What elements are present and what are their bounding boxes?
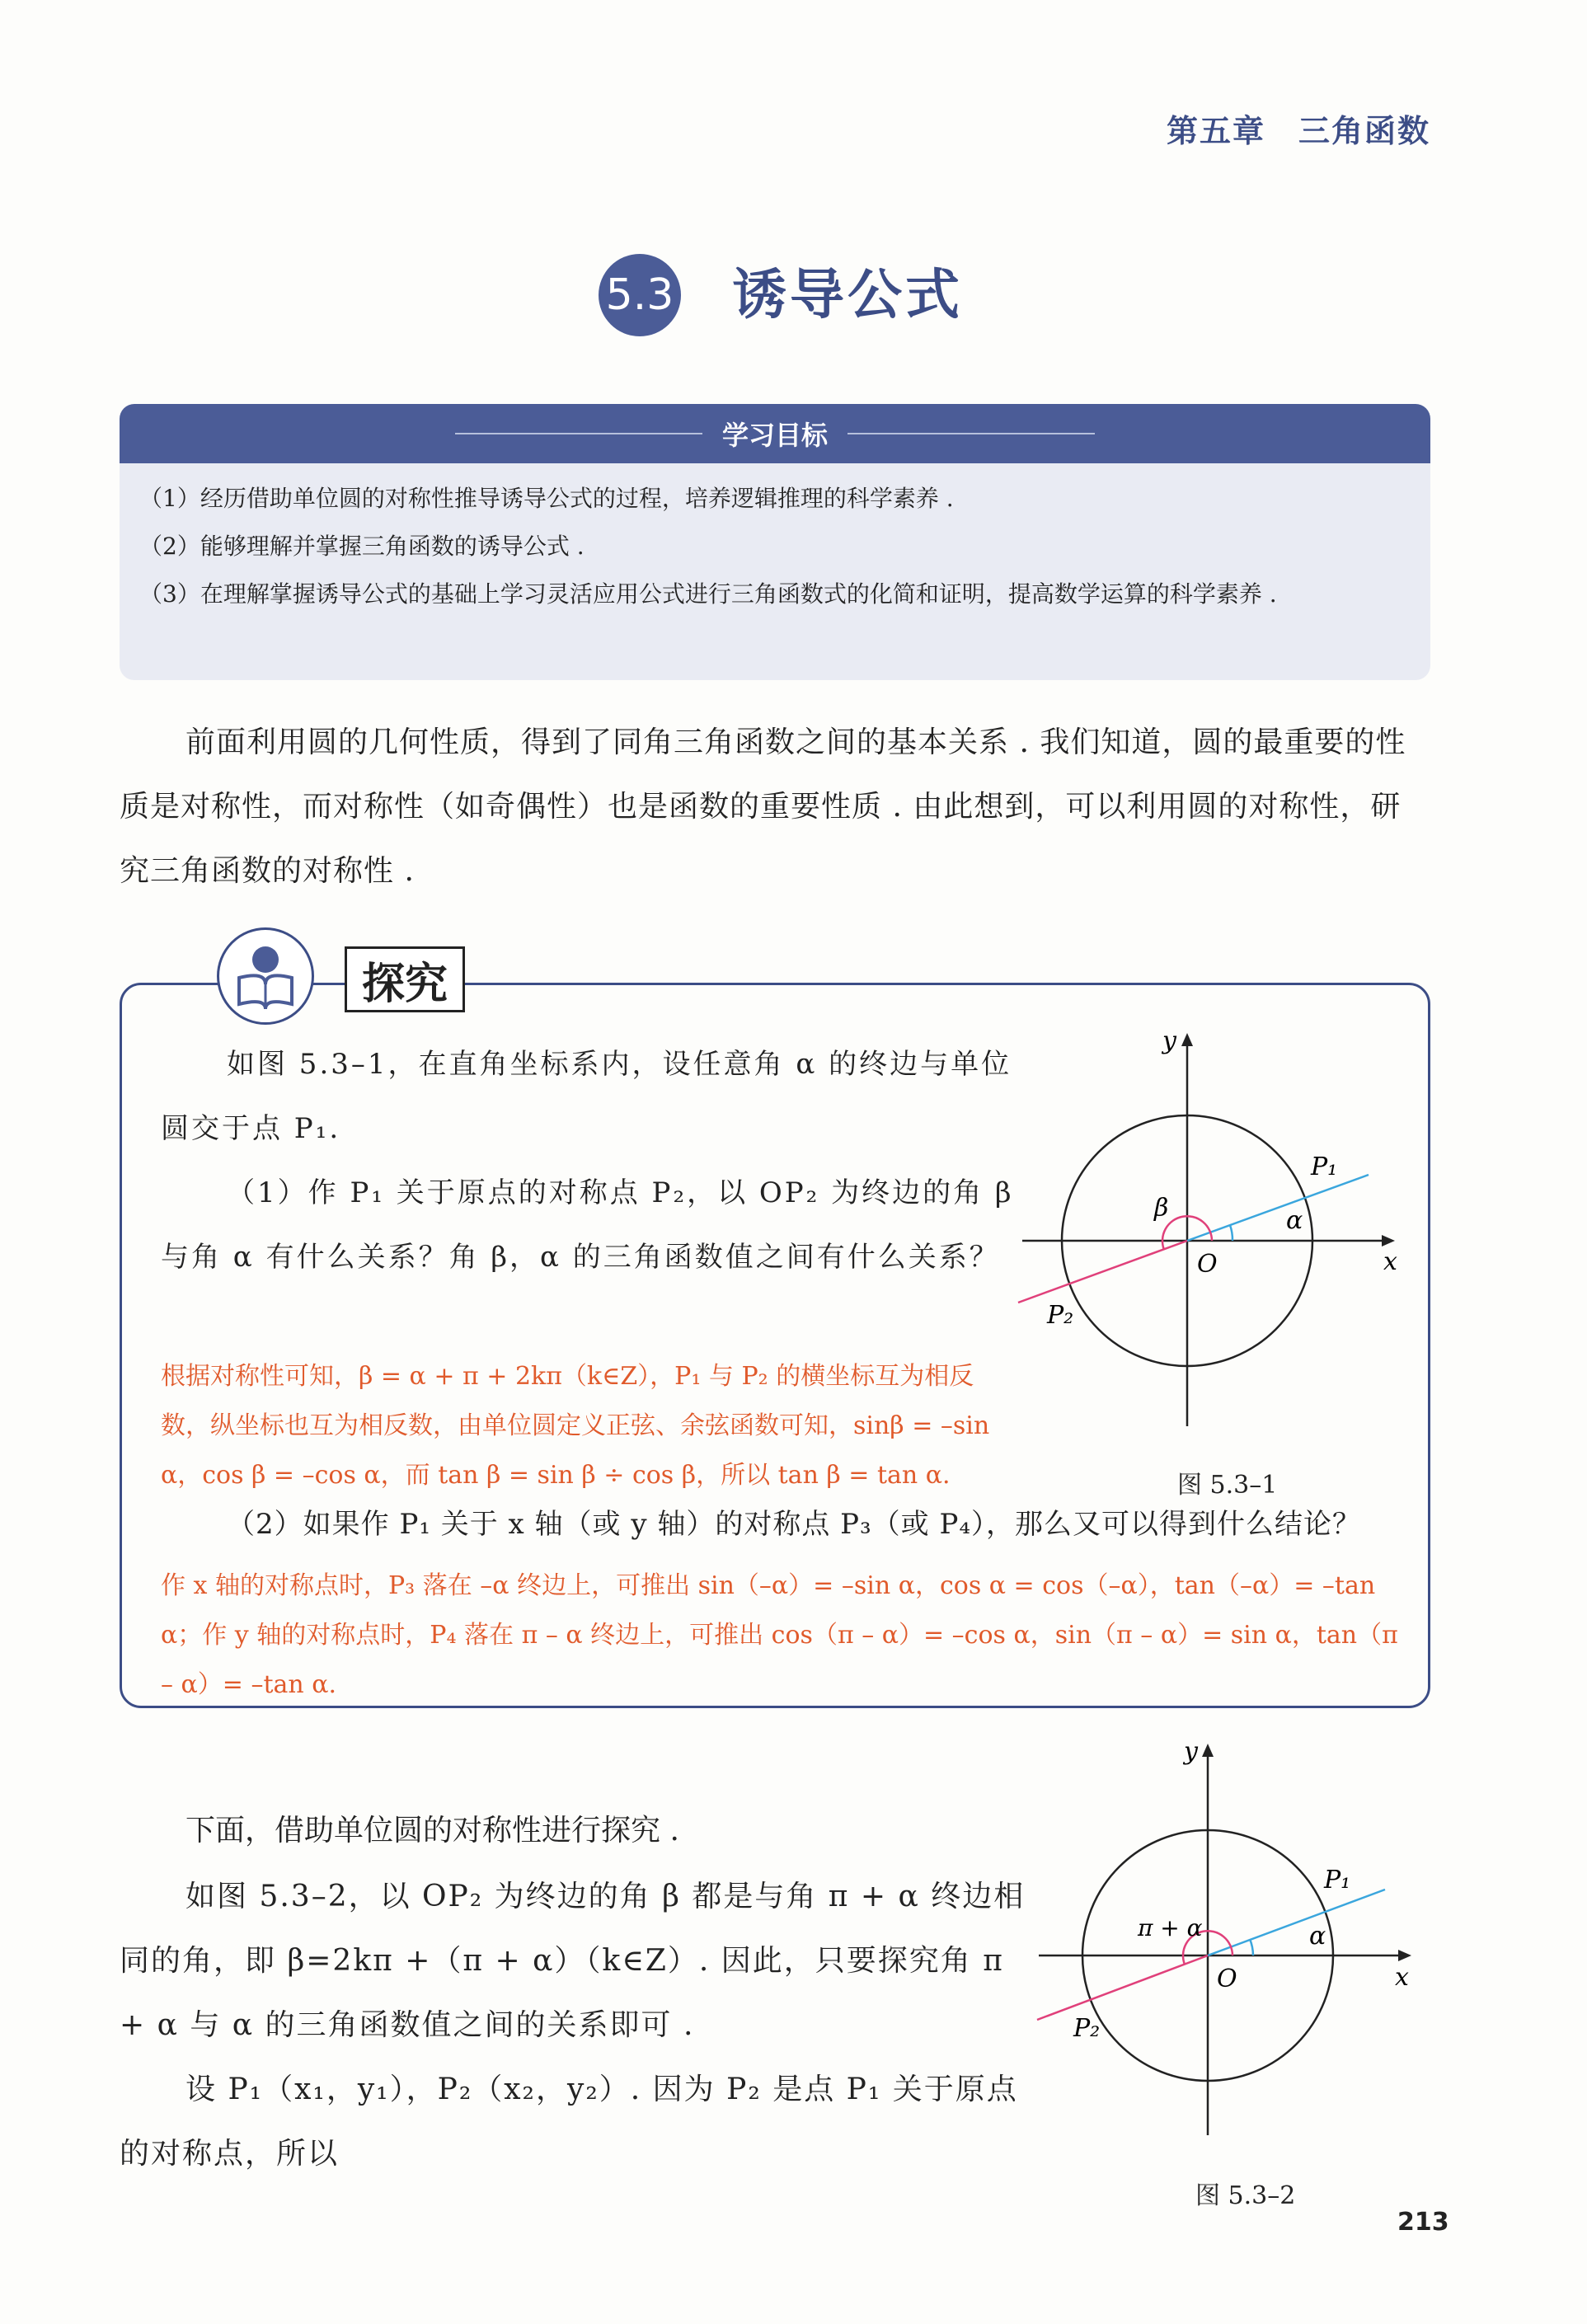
learning-goals-box (120, 404, 1430, 680)
explore-question-2: （2）如果作 P₁ 关于 x 轴（或 y 轴）的对称点 P₃（或 P₄），那么又可以得到什么结论？ (227, 1508, 1361, 1541)
label-p2: P₂ (1047, 1301, 1074, 1330)
x-axis-arrow (1382, 1235, 1395, 1247)
figure-caption-2: 图 5.3–2 (1195, 2181, 1296, 2210)
x-axis-arrow (1398, 1950, 1411, 1961)
learning-goals-header (120, 404, 1430, 463)
intro-paragraph: 前面利用圆的几何性质，得到了同角三角函数之间的基本关系 . 我们知道，圆的最重要的性质是对称性，而对称性（如奇偶性）也是函数的重要性质 . 由此想到，可以利用圆的对称性，研究三角函数的对称性 . (120, 725, 1406, 888)
figure-caption-1: 图 5.3–1 (1177, 1471, 1278, 1500)
body-paragraph-3: 设 P₁（x₁，y₁），P₂（x₂，y₂）. 因为 P₂ 是点 P₁ 关于原点的对称点，所以 (120, 2073, 1018, 2171)
y-axis-arrow (1181, 1033, 1193, 1046)
alpha-arc (1250, 1939, 1253, 1955)
explore-paragraph: 如图 5.3–1，在直角坐标系内，设任意角 α 的终边与单位圆交于点 P₁. (161, 1048, 1012, 1145)
label-y: y (1162, 1031, 1176, 1055)
label-p2: P₂ (1073, 2014, 1101, 2043)
divider (847, 433, 1095, 434)
goal-item: （3）在理解掌握诱导公式的基础上学习灵活应用公式进行三角函数式的化简和证明，提高数学运算的科学素养 . (139, 580, 1277, 608)
alpha-arc (1230, 1225, 1233, 1241)
goal-item: （2）能够理解并掌握三角函数的诱导公式 . (139, 533, 585, 560)
body-paragraph-2: 如图 5.3–2，以 OP₂ 为终边的角 β 都是与角 π + α 终边相同的角，即 β=2kπ +（π + α）（k∈Z）. 因此，只要探究角 π + α 与 α 的三角函数值之间的关系即可 . (120, 1880, 1026, 2042)
label-y: y (1184, 1739, 1198, 1766)
label-origin: O (1197, 1250, 1218, 1279)
label-x: x (1395, 1963, 1409, 1992)
body-paragraph-1: 下面，借助单位圆的对称性进行探究 . (185, 1814, 679, 1847)
terminal-ray-alpha (1208, 1890, 1385, 1955)
goal-item: （1）经历借助单位圆的对称性推导诱导公式的过程，培养逻辑推理的科学素养 . (139, 485, 954, 512)
reader-icon (217, 927, 314, 1025)
label-origin: O (1217, 1965, 1237, 1993)
label-p1: P₁ (1311, 1153, 1338, 1181)
figure-5-3-2 (1031, 1739, 1426, 2160)
label-p1: P₁ (1324, 1866, 1351, 1894)
explore-answer-2: 作 x 轴的对称点时，P₃ 落在 –α 终边上，可推出 sin（–α）= –sin α，cos α = cos（–α），tan（–α）= –tan α；作 y 轴的对称点时，P₄ 落在 π – α 终边上，可推出 cos（π – α）= –cos α，sin（π – α）= sin α，tan（π – α）= –tan α. (161, 1571, 1398, 1699)
chapter-header: 第五章 三角函数 (1166, 113, 1430, 149)
explore-label: 探究 (345, 946, 465, 1012)
explore-answer-1: 根据对称性可知，β = α + π + 2kπ（k∈Z），P₁ 与 P₂ 的横坐标互为相反数，纵坐标也互为相反数，由单位圆定义正弦、余弦函数可知，sinβ = –sin α，cos β = –cos α，而 tan β = sin β ÷ cos β，所以 tan β = tan α. (161, 1362, 990, 1490)
figure-5-3-1 (1014, 1031, 1410, 1459)
label-alpha: α (1286, 1206, 1303, 1235)
section-number-badge: 5.3 (599, 254, 681, 336)
terminal-ray-beta (1018, 1241, 1187, 1303)
label-pi-plus-alpha: π + α (1138, 1914, 1203, 1941)
label-alpha: α (1309, 1922, 1326, 1951)
page-number: 213 (1397, 2208, 1449, 2237)
divider (455, 433, 702, 434)
terminal-ray-alpha (1187, 1175, 1369, 1241)
learning-goals-title: 学习目标 (721, 420, 828, 451)
y-axis-arrow (1202, 1744, 1214, 1757)
explore-question-1: （1）作 P₁ 关于原点的对称点 P₂，以 OP₂ 为终边的角 β 与角 α 有什么关系？角 β，α 的三角函数值之间有什么关系？ (161, 1176, 1014, 1274)
label-beta: β (1154, 1194, 1169, 1223)
terminal-ray-pi-plus-alpha (1037, 1955, 1208, 2020)
section-title: 诱导公式 (732, 263, 963, 326)
label-x: x (1383, 1247, 1397, 1276)
